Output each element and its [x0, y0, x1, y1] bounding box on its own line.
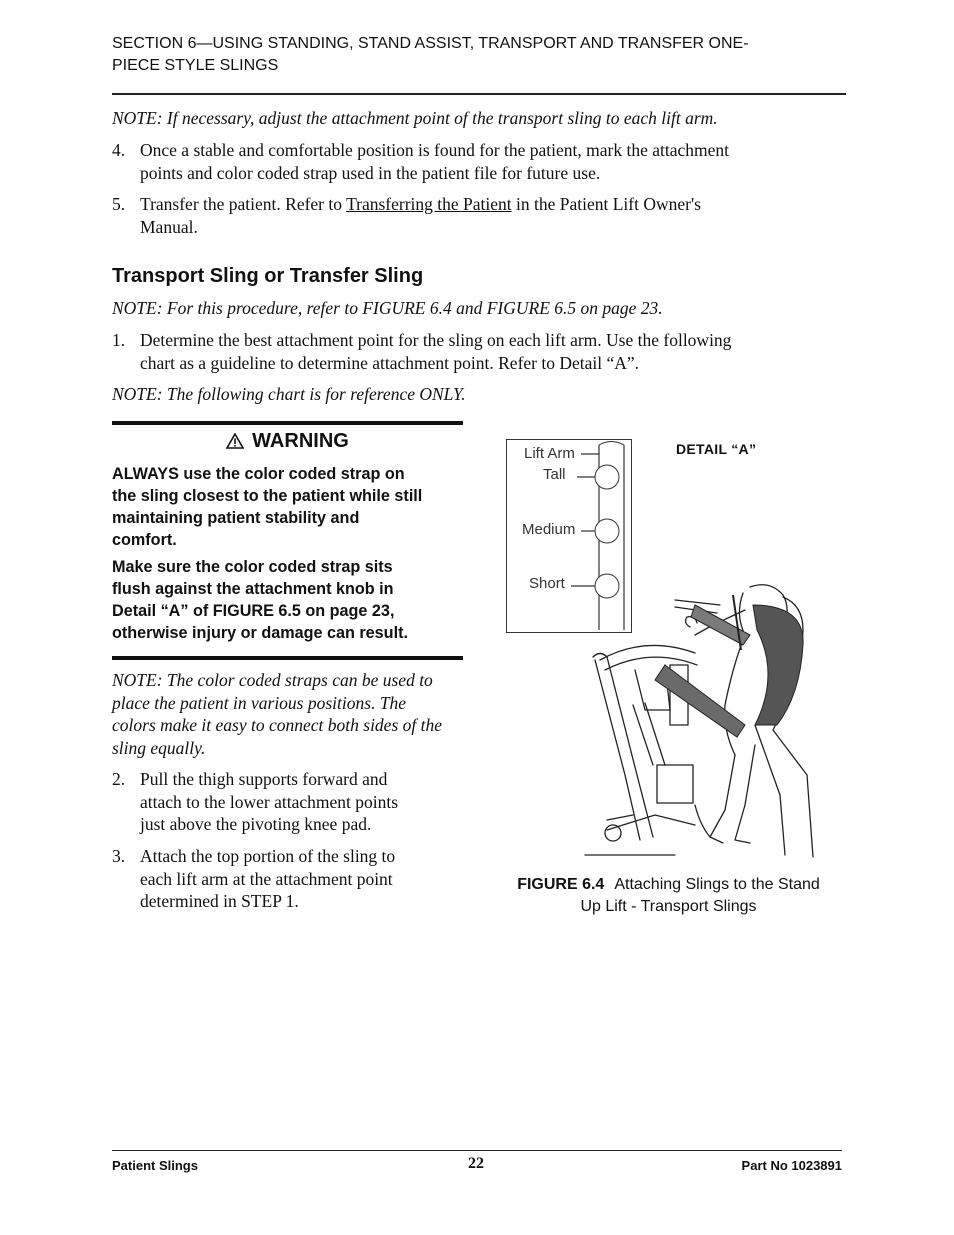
- page-number: 22: [468, 1155, 484, 1172]
- warning-always: ALWAYS: [112, 465, 179, 483]
- stand-up-lift-illustration: [545, 575, 815, 860]
- header-divider: [112, 93, 846, 95]
- footer-part-number: Part No 1023891: [741, 1158, 842, 1173]
- step-number: 3.: [112, 846, 126, 866]
- warning-triangle-icon: [226, 432, 244, 455]
- lift-arm-label: Lift Arm: [524, 445, 575, 462]
- tall-label: Tall: [543, 466, 566, 483]
- figure-caption: [496, 874, 841, 918]
- warning-paragraph-1: ALWAYS use the color coded strap on the sling closest to the patient while still maintaining patient stability and comfort.: [112, 465, 423, 549]
- step-number: 2.: [112, 769, 126, 789]
- step-number: 1.: [112, 330, 126, 350]
- warning-title-text: WARNING: [252, 430, 349, 452]
- transferring-patient-link[interactable]: Transferring the Patient: [346, 194, 512, 214]
- figure-caption-line2: Up Lift - Transport Slings: [580, 898, 757, 915]
- short-label: Short: [529, 575, 565, 592]
- step-text-line1: Determine the best attachment point for the sling on each lift arm. Use the following: [140, 330, 732, 350]
- footer-document-title: Patient Slings: [112, 1158, 198, 1173]
- note-color-straps: NOTE: The color coded straps can be used to place the patient in various positions. The colors make it easy to connect both sides of the sling equally.: [112, 670, 442, 759]
- figure-caption-line1: Attaching Slings to the Stand: [614, 876, 820, 893]
- figure-number: FIGURE 6.4: [517, 876, 605, 893]
- note-adjust: NOTE: If necessary, adjust the attachment point of the transport sling to each lift arm.: [112, 108, 718, 128]
- step-number: 4.: [112, 140, 126, 160]
- medium-label: Medium: [522, 521, 576, 538]
- warning-title: [112, 430, 463, 455]
- step-text-post: in the Patient Lift Owner's: [511, 194, 701, 214]
- section-title-line2: PIECE STYLE SLINGS: [112, 57, 279, 74]
- warning-top-rule: [112, 421, 463, 425]
- note-chart-reference: NOTE: The following chart is for reference ONLY.: [112, 384, 466, 404]
- step-1: [112, 329, 846, 375]
- step-text-line2: points and color coded strap used in the patient file for future use.: [140, 162, 601, 183]
- step-text-line1: Once a stable and comfortable position is found for the patient, mark the attachment: [140, 140, 729, 160]
- step-text-line2: chart as a guideline to determine attachment point. Refer to Detail “A”.: [140, 352, 640, 373]
- step-5: [112, 193, 846, 239]
- subheading: Transport Sling or Transfer Sling: [112, 265, 424, 287]
- warning-paragraph-2: Make sure the color coded strap sits flush against the attachment knob in Detail “A” of FIGURE 6.5 on page 23, otherwise injury or damage can result.: [112, 558, 408, 642]
- section-title-line1: SECTION 6—USING STANDING, STAND ASSIST, TRANSPORT AND TRANSFER ONE-: [112, 35, 749, 52]
- step-text-pre: Transfer the patient. Refer to: [140, 194, 347, 214]
- step-4: [112, 139, 846, 185]
- detail-a-title: DETAIL “A”: [676, 441, 757, 457]
- step-number: 5.: [112, 194, 126, 214]
- step-2: 2. Pull the thigh supports forward and attach to the lower attachment points just above the pivoting knee pad.: [112, 769, 399, 834]
- warning-bottom-rule: [112, 656, 463, 660]
- footer-divider: [112, 1150, 842, 1151]
- section-header: [112, 33, 832, 77]
- note-procedure: NOTE: For this procedure, refer to FIGURE 6.4 and FIGURE 6.5 on page 23.: [112, 298, 663, 318]
- step-3: 3. Attach the top portion of the sling to each lift arm at the attachment point determined in STEP 1.: [112, 846, 396, 911]
- step-text-line2: Manual.: [140, 216, 198, 237]
